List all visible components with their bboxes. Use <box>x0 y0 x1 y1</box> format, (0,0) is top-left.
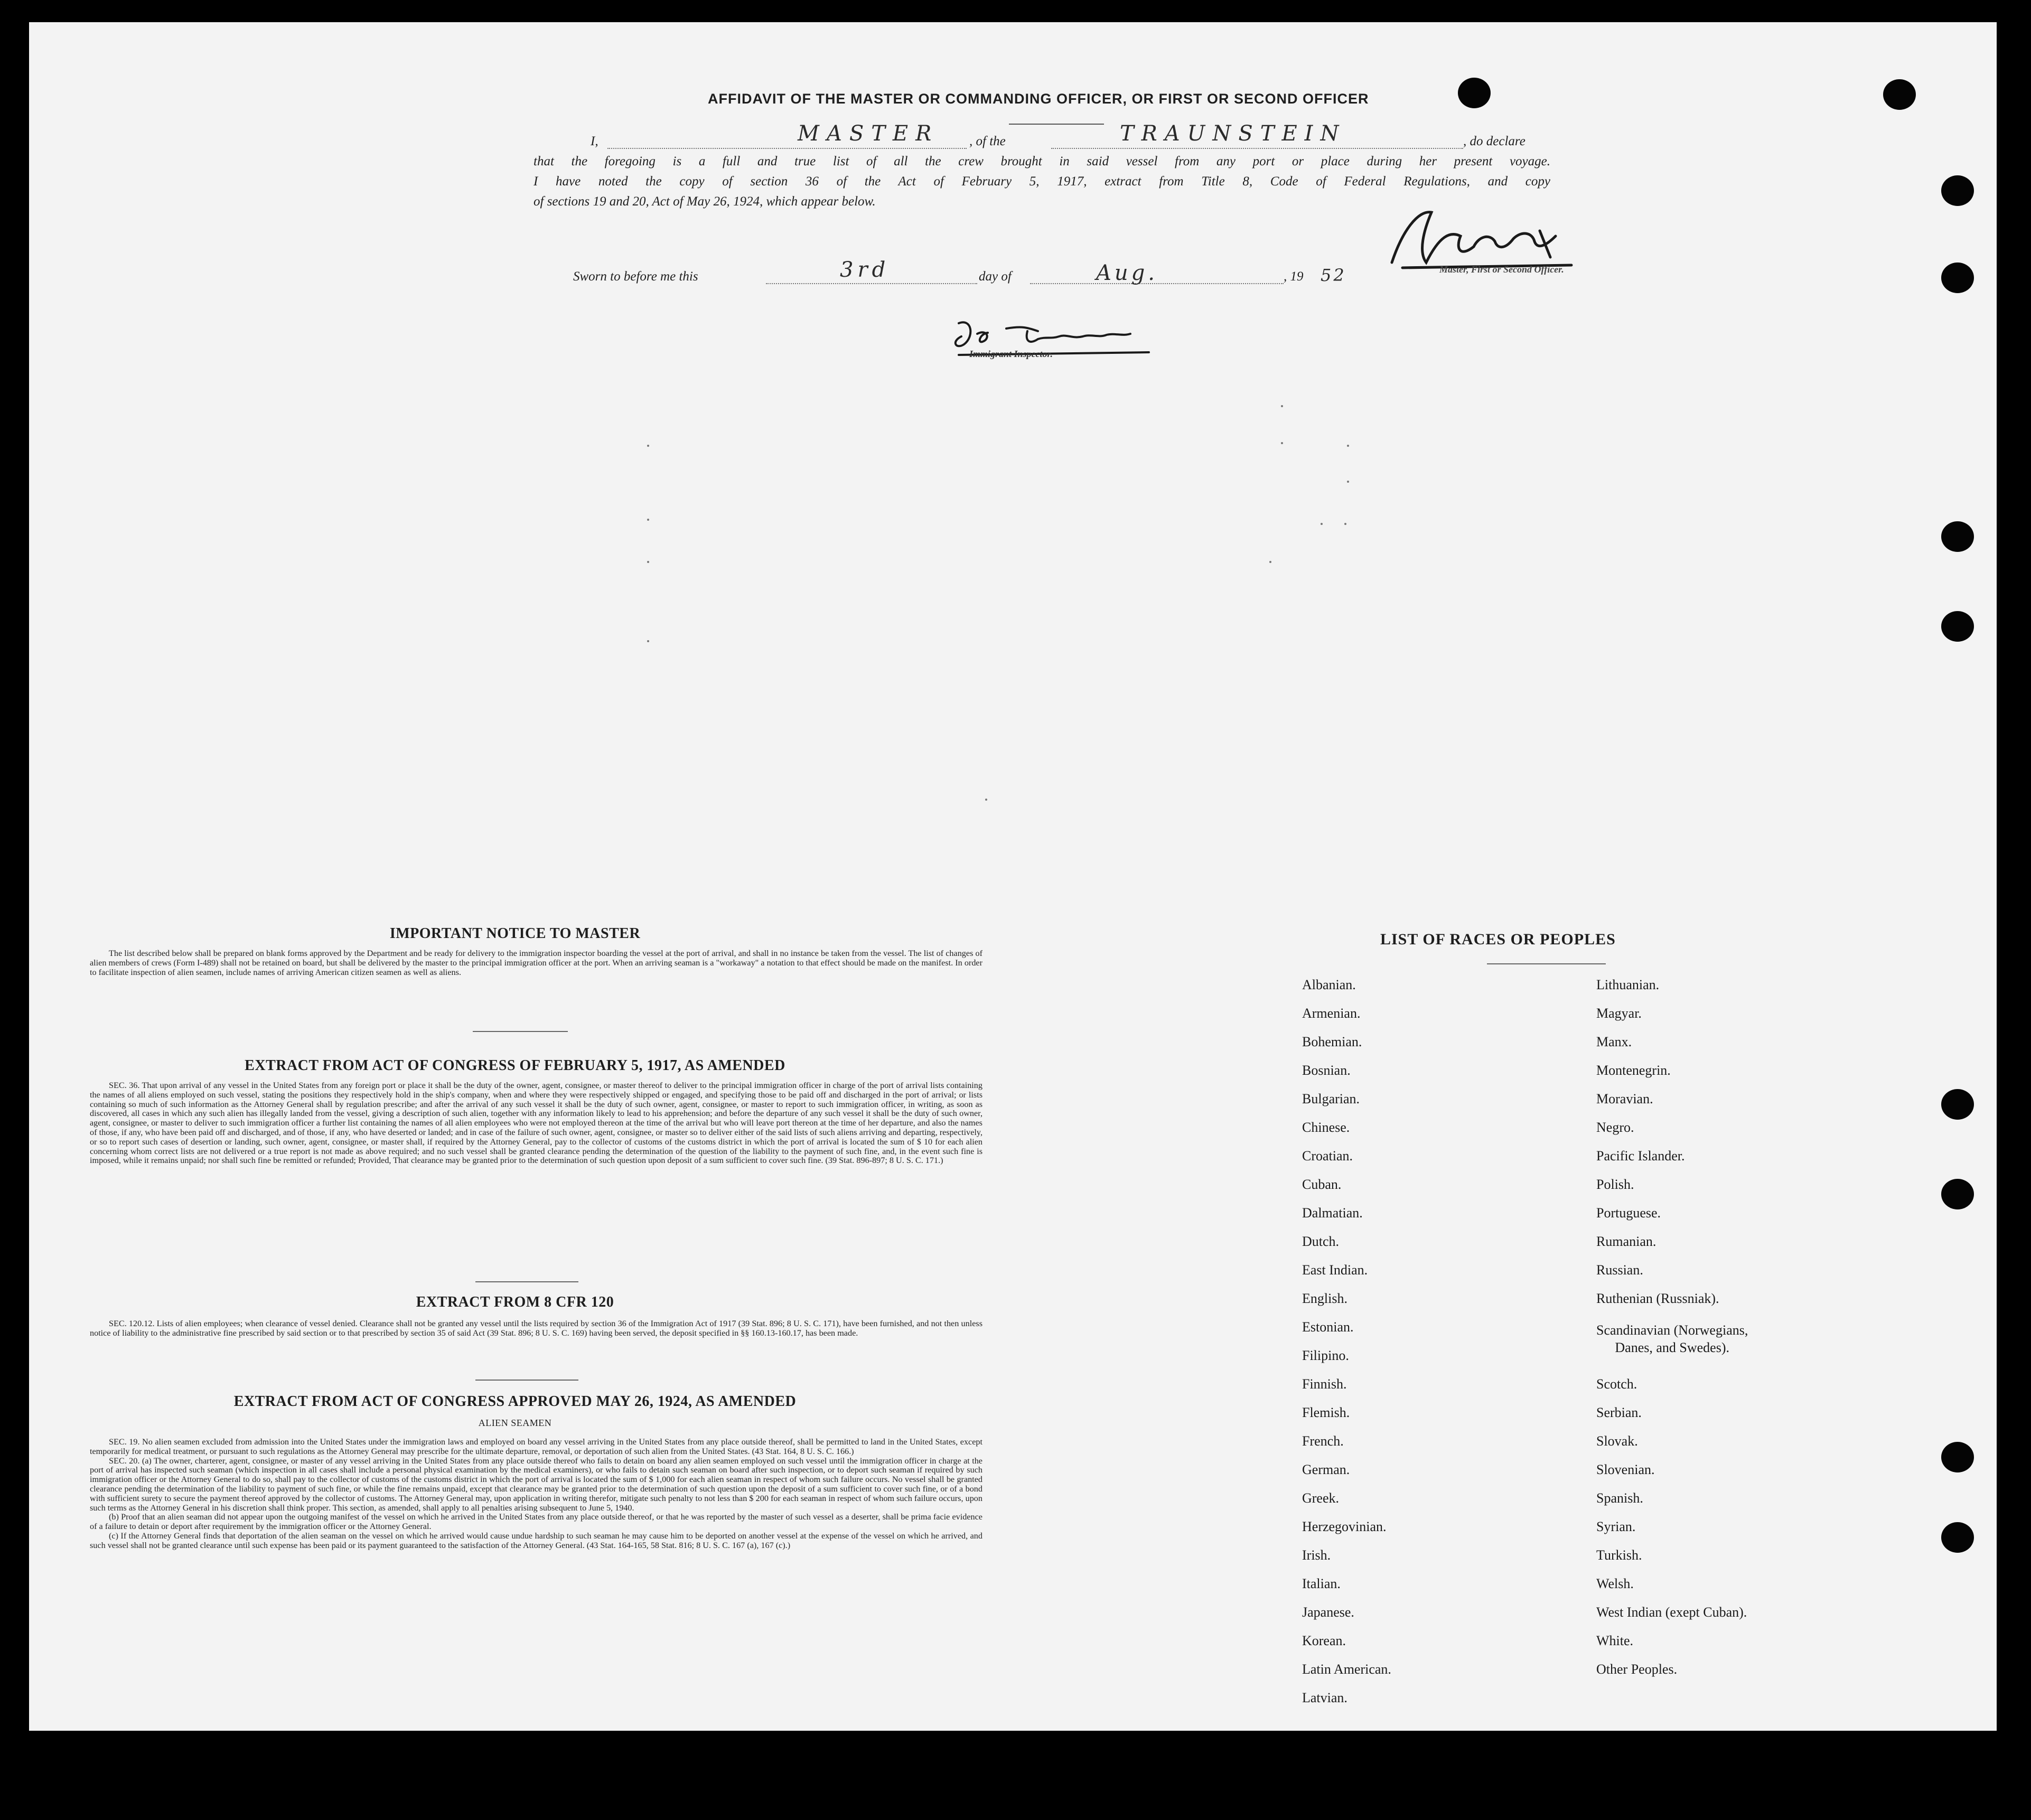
master-caption: Master, First or Second Officer. <box>1439 264 1564 275</box>
scan-speck <box>1347 445 1349 447</box>
notice-heading: IMPORTANT NOTICE TO MASTER <box>389 925 641 942</box>
list-item: Slovenian. <box>1596 1462 1655 1477</box>
affidavit-line-4: of sections 19 and 20, Act of May 26, 1924, which appear below. <box>534 194 876 209</box>
rank-handwritten: MASTER <box>798 121 939 146</box>
list-item: Bosnian. <box>1302 1063 1351 1078</box>
vessel-dotted-line <box>1051 148 1463 149</box>
cfr-text: SEC. 120.12. Lists of alien employees; when clearance of vessel denied. Clearance shall not be granted any vessel until the lists required by section 36 of the Immigration Act of 1917 (39 Stat. 896; 8 U. S. C. 171), have been furnished, and not then unless notice of liability to the administrative fine prescribed by said section or to that prescribed by section 35 of said Act (39 Stat. 896; 8 U. S. C. 169) having been served, the deposit specified in §§ 160.13-160.17, has been made. <box>90 1319 982 1338</box>
list-item: Turkish. <box>1596 1547 1642 1563</box>
year-handwritten: 52 <box>1321 265 1346 285</box>
of-the-label: , of the <box>969 134 1006 148</box>
scan-speck <box>647 519 649 521</box>
list-item: Cuban. <box>1302 1177 1342 1192</box>
scan-speck <box>1281 442 1283 444</box>
list-item: Ruthenian (Russniak). <box>1596 1291 1719 1306</box>
list-item: East Indian. <box>1302 1262 1368 1278</box>
list-item: Dalmatian. <box>1302 1205 1363 1221</box>
list-item: Greek. <box>1302 1490 1340 1506</box>
list-item: Japanese. <box>1302 1605 1354 1620</box>
affidavit-title: AFFIDAVIT OF THE MASTER OR COMMANDING OFFICER, OR FIRST OR SECOND OFFICER <box>708 91 1369 107</box>
scan-speck <box>1344 523 1346 525</box>
punch-hole <box>1941 262 1974 293</box>
scan-speck <box>647 640 649 642</box>
list-item: Scandinavian (Norwegians, Danes, and Swedes). <box>1596 1322 1748 1355</box>
list-item: Polish. <box>1596 1177 1634 1192</box>
list-item: Spanish. <box>1596 1490 1643 1506</box>
punch-hole <box>1941 1522 1974 1553</box>
cfr-heading: EXTRACT FROM 8 CFR 120 <box>416 1294 614 1310</box>
list-item: Italian. <box>1302 1576 1341 1591</box>
list-item: Manx. <box>1596 1034 1632 1049</box>
punch-hole <box>1941 521 1974 552</box>
do-declare-label: , do declare <box>1463 134 1525 148</box>
punch-hole <box>1458 78 1491 108</box>
list-item: Finnish. <box>1302 1376 1347 1392</box>
list-item: Armenian. <box>1302 1006 1361 1021</box>
list-item: Scotch. <box>1596 1376 1637 1392</box>
extract-1924-heading: EXTRACT FROM ACT OF CONGRESS APPROVED MAY 26, 1924, AS AMENDED <box>233 1393 797 1410</box>
section-divider <box>473 1031 568 1032</box>
scan-speck <box>647 561 649 563</box>
list-item: Montenegrin. <box>1596 1063 1671 1078</box>
list-item: Filipino. <box>1302 1348 1349 1363</box>
list-item: Moravian. <box>1596 1091 1653 1106</box>
punch-hole <box>1941 1179 1974 1209</box>
scan-speck <box>1321 523 1323 525</box>
title-divider <box>1009 124 1104 125</box>
punch-hole <box>1941 175 1974 206</box>
vessel-name-handwritten: TRAUNSTEIN <box>1120 121 1346 146</box>
list-item: Syrian. <box>1596 1519 1636 1534</box>
punch-hole <box>1941 611 1974 642</box>
scan-speck <box>1269 561 1271 563</box>
affidavit-i-label: I, <box>591 134 598 148</box>
punch-hole <box>1883 79 1916 110</box>
list-item: White. <box>1596 1633 1634 1648</box>
list-item: Latvian. <box>1302 1690 1347 1705</box>
scan-speck <box>1281 405 1283 407</box>
punch-hole <box>1941 1089 1974 1120</box>
section-divider <box>475 1380 578 1381</box>
list-item: Bulgarian. <box>1302 1091 1360 1106</box>
alien-seamen-subheading: ALIEN SEAMEN <box>478 1418 552 1428</box>
extract-1917-heading: EXTRACT FROM ACT OF CONGRESS OF FEBRUARY 5, 1917, AS AMENDED <box>245 1057 785 1074</box>
list-item: Flemish. <box>1302 1405 1350 1420</box>
list-item: Negro. <box>1596 1120 1634 1135</box>
list-item: West Indian (exept Cuban). <box>1596 1605 1747 1620</box>
list-item: Magyar. <box>1596 1006 1642 1021</box>
list-item: Lithuanian. <box>1596 977 1660 992</box>
list-item: Other Peoples. <box>1596 1662 1678 1677</box>
day-of-label: day of <box>979 269 1012 284</box>
list-item: Pacific Islander. <box>1596 1148 1685 1164</box>
rank-dotted-line <box>607 148 967 149</box>
notice-text: The list described below shall be prepared on blank forms approved by the Department and be ready for delivery to the immigration inspector boarding the vessel at the port of arrival, and shall in no instance be taken from the vessel. The list of changes of alien members of crews (Form I-489) shall not be retained on board, but shall be delivered by the master to the principal immigration officer at the port. When an arriving seaman is a "workaway" a notation to that effect should be made on the manifest. In order to facilitate inspection of alien seamen, include names of arriving American citizen seamen as well as aliens. <box>90 949 982 977</box>
scan-speck <box>647 445 649 447</box>
section-divider <box>475 1281 578 1282</box>
sworn-month-handwritten: Aug. <box>1096 261 1158 285</box>
list-item: Rumanian. <box>1596 1234 1656 1249</box>
affidavit-line-2: that the foregoing is a full and true list of all the crew brought in said vessel from any port or place during her present voyage. <box>534 154 1550 168</box>
list-item: Portuguese. <box>1596 1205 1661 1221</box>
affidavit-line-3: I have noted the copy of section 36 of the Act of February 5, 1917, extract from Title 8, Code of Federal Regulations, and copy <box>534 174 1550 189</box>
list-item: French. <box>1302 1433 1344 1449</box>
list-item: Welsh. <box>1596 1576 1634 1591</box>
list-item: Korean. <box>1302 1633 1346 1648</box>
list-item: Croatian. <box>1302 1148 1353 1164</box>
extract-1924-text: SEC. 19. No alien seamen excluded from admission into the United States under the immigration laws and employed on board any vessel arriving in the United States from any place outside thereof, shall be permitted to land in the United States, except temporarily for medical treatment, or pursuant to such regulations as the Attorney General may prescribe for the ultimate departure, removal, or deportation of such alien from the United States. (43 Stat. 164, 8 U. S. C. 166.) SEC. 20. (a) The owner, charterer, agent, consignee, or master of any vessel arriving in the United States from any place outside thereof who fails to detain on board any alien seamen employed on such vessel until the immigration officer in charge at the port of arrival has inspected such seaman (which inspection in all cases shall include a personal physical examination by the medical examiners), or who fails to detain such seaman on board after such inspection, or to deport such seaman if required by such immigration officer or the Attorney General to do so, shall pay to the collector of customs of the customs district in which the port of arrival is located the sum of $ 1,000 for each alien seaman in respect of whom such failure occurs. No vessel shall be granted clearance pending the determination of the liability to payment of such fine, or while the fine remains unpaid, except that clearance may be granted prior to the determination of such question upon the deposit of a sum sufficient to cover such fine, or of a bond with sufficient surety to secure the payment thereof approved by the collector of customs. The Attorney General may, upon application in writing therefor, mitigate such penalty to not less than $ 200 for each seaman in respect of whom such failure occurs, upon such terms as the Attorney General in his discretion shall think proper. This section, as amended, shall apply to all penalties arising subsequent to June 5, 1940. (b) Proof that an alien seaman did not appear upon the outgoing manifest of the vessel on which he arrived in the United States from any place outside thereof, or that he was reported by the master of such vessel as a deserter, shall be prima facie evidence of a failure to detain or deport after requirement by the immigration officer or the Attorney General. (c) If the Attorney General finds that deportation of the alien seaman on the vessel on which he arrived would cause undue hardship to such seaman he may cause him to be deported on another vessel at the expense of the vessel on which he arrived, and such vessel shall not be granted clearance until such expense has been paid or its payment guaranteed to the satisfaction of the Attorney General. (43 Stat. 164-165, 58 Stat. 816; 8 U. S. C. 167 (a), 167 (c).) <box>90 1437 982 1550</box>
list-item: Bohemian. <box>1302 1034 1362 1049</box>
list-item: Chinese. <box>1302 1120 1350 1135</box>
list-item: Latin American. <box>1302 1662 1391 1677</box>
inspector-caption: Immigrant Inspector. <box>969 349 1053 359</box>
scan-speck <box>985 799 987 801</box>
scan-speck <box>1347 481 1349 483</box>
list-item: German. <box>1302 1462 1350 1477</box>
sworn-label: Sworn to before me this <box>573 269 698 284</box>
list-item: Irish. <box>1302 1547 1331 1563</box>
year-prefix: , 19 <box>1284 269 1304 284</box>
list-item: Slovak. <box>1596 1433 1638 1449</box>
sworn-day-handwritten: 3rd <box>840 258 890 282</box>
punch-hole <box>1941 1442 1974 1472</box>
day-dotted-line <box>766 283 977 284</box>
list-item: Dutch. <box>1302 1234 1340 1249</box>
extract-1917-text: SEC. 36. That upon arrival of any vessel in the United States from any foreign port or place it shall be the duty of the owner, agent, consignee, or master thereof to deliver to the principal immigration officer in charge of the port of arrival lists containing the names of all aliens employed on such vessel, stating the positions they respectively hold in the ship's company, when and where they were respectively shipped or engaged, and specifying those to be paid off and discharged in the port of arrival; or lists containing so much of such information as the Attorney General shall by regulation prescribe; and after the arrival of any such vessel it shall be the duty of such owner, agent, consignee, or master to report to such immigration officer, in writing, as soon as discovered, all cases in which any such alien has illegally landed from the vessel, giving a description of such alien, together with any information likely to lead to his apprehension; and before the departure of any such vessel it shall be the duty of such owner, agent, consignee, or master to deliver to such immigration officer a further list containing the names of all alien employees who were not employed thereon at the time of the arrival but who will leave port thereon at the time of her departure, and also the names of those, if any, who have been paid off and discharged, and of those, if any, who have deserted or landed; and in case of the failure of such owner, agent, consignee, or master so to deliver either of the said lists of such aliens arriving and departing, respectively, or so to report such cases of desertion or landing, such owner, agent, consignee, or master shall, if required by the Attorney General, pay to the collector of customs of the customs district in which the port of arrival is located the sum of $ 10 for each alien concerning whom correct lists are not delivered or a true report is not made as above required; and no such vessel shall be granted clearance pending the determination of the question of the liability to the payment of such fine, and, in the event such fine is imposed, while it remains unpaid; nor shall such fine be remitted or refunded; Provided, That clearance may be granted prior to the determination of such question upon deposit of a sum sufficient to cover such fine. (39 Stat. 896-897; 8 U. S. C. 171.) <box>90 1081 982 1166</box>
form-page <box>29 22 1997 1731</box>
list-item: Russian. <box>1596 1262 1643 1278</box>
races-heading: LIST OF RACES OR PEOPLES <box>1380 931 1616 948</box>
list-item: Herzegovinian. <box>1302 1519 1387 1534</box>
list-item: Albanian. <box>1302 977 1356 992</box>
races-divider <box>1487 963 1606 964</box>
list-item: Estonian. <box>1302 1319 1354 1335</box>
list-item: English. <box>1302 1291 1347 1306</box>
list-item: Serbian. <box>1596 1405 1642 1420</box>
